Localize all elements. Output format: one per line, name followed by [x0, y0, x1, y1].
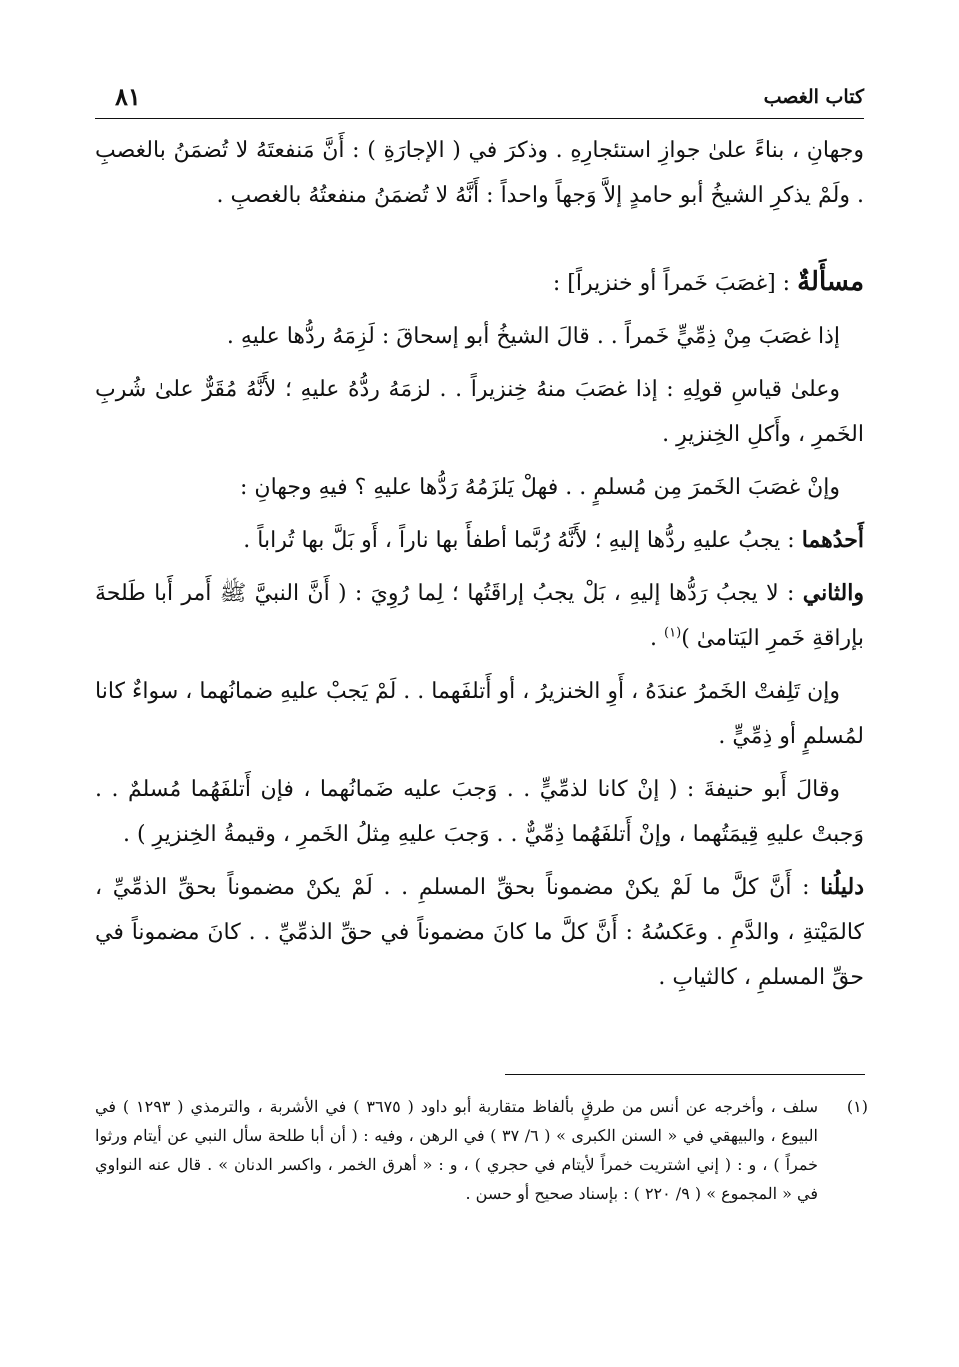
term-label: والثاني — [802, 580, 864, 606]
page-header — [95, 78, 864, 119]
paragraph: وجهانِ ، بناءً علىٰ جوازِ استئجارِهِ . وذكرَ في ( الإجارَةِ ) : أَنَّ مَنفعتَهُ لا تُضمَنُ بالغصبِ . ولَمْ يذكرِ الشيخُ أبو حامدٍ إلاَّ وَجهاً واحداً : أَنَّهُ لا تُضمَنُ منفعتُهُ بالغصبِ . — [95, 138, 864, 208]
paragraph-text: : يجبُ عليهِ ردُّها إليهِ ؛ لأَنَّهُ رُبَّما أطفأَ بها ناراً ، أَو بَلَّ بها تُراباً . — [243, 528, 802, 553]
footnote-text: سلف ، وأخرجه عن أنس من طرقٍ بألفاظ متقاربة أبو داود ( ٣٦٧٥ ) في الأشربة ، والترمذي ( ١٢٩٣ ) في البيوع ، والبيهقي في « السنن الكبرى » ( ٦/ ٣٧ ) في الرهن ، وفيه : ( أن أبا طلحة سأل النبي عن أيتام ورثوا خمراً ) ، و : ( إني اشتريت خمراً لأيتام في حجري ) ، و : « أهرق الخمر ، واكسر الدنان » . قال عنه النواوي في « المجموع » ( ٩/ ٢٢٠ ) : بإسناد صحيح أو حسن . — [95, 1097, 819, 1203]
masala-label: مسأَلةٌ — [797, 267, 864, 297]
term-label: دليلُنا — [820, 874, 864, 900]
footnote-reference[interactable]: (١) — [664, 625, 682, 641]
page-number: ٨١ — [115, 82, 141, 111]
paragraph — [95, 518, 864, 563]
masala-title: : [غصَبَ خَمراً أو خنزيراً] : — [552, 271, 798, 296]
paragraph: وإنْ غصَبَ الخَمرَ مِن مُسلمٍ . . فهلْ يَلزَمُهُ رَدُّها عليهِ ؟ فيهِ وجهانِ : — [240, 475, 840, 500]
section-heading — [95, 260, 864, 306]
paragraph: وإن تَلِفتْ الخَمرُ عندَهُ ، أَوِ الخنزيرُ ، أو أَتلفَهما . . لَمْ يَجبْ عليهِ ضمانُهما ، سواءٌ كانا لمُسلمٍ أو ذِمِّيٍّ . — [95, 679, 864, 749]
running-title: كتاب الغصب — [763, 86, 864, 108]
paragraph: إذا غصَبَ مِنْ ذِمِّيٍّ خَمراً . . قالَ الشيخُ أبو إسحاقَ : لَزِمَهُ ردُّها عليهِ . — [226, 324, 840, 349]
footnote-divider — [505, 1074, 865, 1075]
term-label: أَحدُهما — [801, 527, 864, 553]
paragraph-text: : لا يجبُ رَدُّها إليهِ ، بَلْ يجبُ إراقَتُها ؛ لِما رُوِيَ : ( أَنَّ النبيَّ ﷺ أَمر أَبا طَلحةَ بإراقةِ خَمرِ اليَتامىٰ ) — [95, 581, 864, 651]
paragraph — [95, 865, 864, 1000]
paragraph — [95, 571, 864, 661]
footnote — [95, 1092, 868, 1208]
footnote-marker: (١) — [846, 1097, 868, 1116]
paragraph: وقالَ أَبو حنيفةَ : ( إنْ كانا لذمِّيٍّ . . وَجبَ عليه ضَمانُهما ، فإن أَتلفَهُما مُسلمٌ . . وَجبتْ عليهِ قِيمَتُهما ، وإنْ أَتلفَهُما ذِمِّيٌّ . . وَجبَ عليهِ مِثلُ الخَمرِ ، وقيمةُ الخِنزيرِ ) . — [95, 777, 864, 847]
paragraph: وعلىٰ قياسِ قولِهِ : إذا غصَبَ منهُ خِنزيراً . . لزمَهُ ردُّهُ عليهِ ؛ لأَنَّهُ مُقَرٌّ علىٰ شُربِ الخَمرِ ، وأَكلِ الخِنزيرِ . — [95, 377, 864, 447]
paragraph-text: : أَنَّ كلَّ ما لَمْ يكنْ مضموناً بحقِّ المسلمِ . . لَمْ يكنْ مضموناً بحقِّ الذمِّيِّ ، كالمَيْتةِ ، والدَّمِ . وعَكسُهُ : أَنَّ كلَّ ما كانَ مضموناً في حقِّ الذمِّيِّ . . كانَ مضموناً في حقِّ المسلمِ ، كالثيابِ . — [95, 875, 864, 990]
paragraph-text-end: . — [650, 626, 665, 651]
main-text — [95, 128, 864, 1008]
